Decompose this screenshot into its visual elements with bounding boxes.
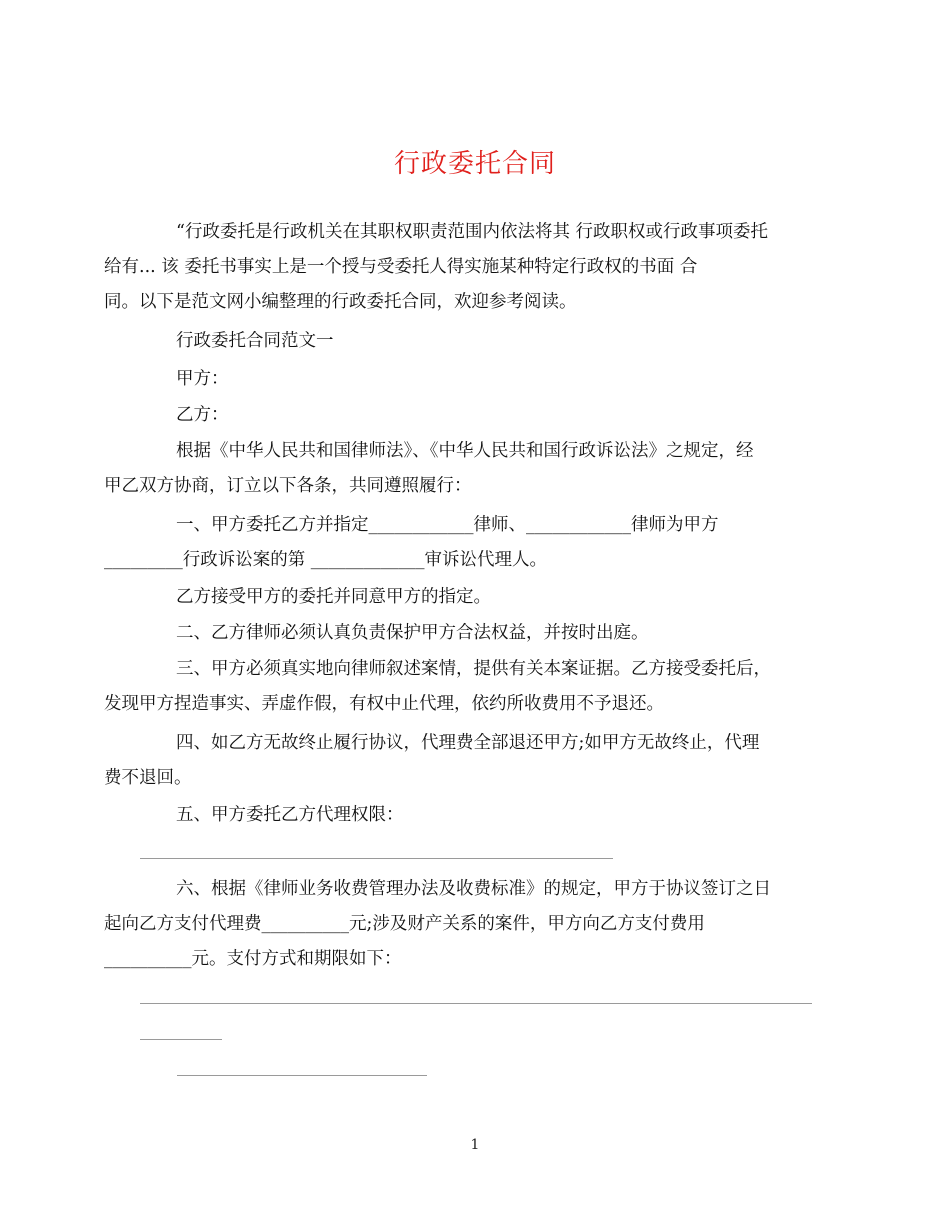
blank-line-authority xyxy=(140,858,613,859)
intro-line-1: “行政委托是行政机关在其职权职责范围内依法将其 行政职权或行政事项委托 xyxy=(176,222,769,242)
clause-3-line-1: 三、甲方必须真实地向律师叙述案情，提供有关本案证据。乙方接受委托后， xyxy=(176,659,771,679)
intro-paragraph xyxy=(104,215,812,320)
clause-3 xyxy=(104,652,812,722)
clause-1-line-1: 一、甲方委托乙方并指定____________律师、____________律师为甲方 xyxy=(176,515,719,535)
clause-5: 五、甲方委托乙方代理权限： xyxy=(176,805,404,825)
intro-line-3: 同。以下是范文网小编整理的行政委托合同，欢迎参考阅读。 xyxy=(104,292,577,312)
basis-paragraph xyxy=(104,434,812,504)
sample-heading: 行政委托合同范文一 xyxy=(176,331,334,351)
clause-1-line-2: _________行政诉讼案的第 _____________审诉讼代理人。 xyxy=(104,550,548,570)
clause-6-line-3: __________元。支付方式和期限如下： xyxy=(104,949,402,969)
acceptance-statement: 乙方接受甲方的委托并同意甲方的指定。 xyxy=(176,587,491,607)
clause-1 xyxy=(104,508,812,578)
clause-4-line-2: 费不退回。 xyxy=(104,768,192,788)
clause-6-line-2: 起向乙方支付代理费__________元;涉及财产关系的案件，甲方向乙方支付费用 xyxy=(104,914,705,934)
clause-2: 二、乙方律师必须认真负责保护甲方合法权益，并按时出庭。 xyxy=(176,623,649,643)
basis-line-1: 根据《中华人民共和国律师法》、《中华人民共和国行政诉讼法》之规定，经 xyxy=(176,441,754,461)
document-title: 行政委托合同 xyxy=(393,149,556,179)
blank-line-payment-3 xyxy=(177,1075,427,1076)
blank-line-payment-2 xyxy=(140,1039,222,1040)
party-b-label: 乙方： xyxy=(176,405,229,425)
clause-4 xyxy=(104,726,812,796)
clause-6 xyxy=(104,872,812,977)
intro-line-2: 给有... 该 委托书事实上是一个授与受委托人得实施某种特定行政权的书面 合 xyxy=(104,257,698,277)
basis-line-2: 甲乙双方协商，订立以下各条，共同遵照履行： xyxy=(104,476,472,496)
page-number: 1 xyxy=(470,1137,480,1153)
clause-4-line-1: 四、如乙方无故终止履行协议，代理费全部退还甲方;如甲方无故终止，代理 xyxy=(176,733,760,753)
clause-3-line-2: 发现甲方捏造事实、弄虚作假，有权中止代理，依约所收费用不予退还。 xyxy=(104,694,664,714)
blank-line-payment-1 xyxy=(140,1003,812,1004)
clause-6-line-1: 六、根据《律师业务收费管理办法及收费标准》的规定，甲方于协议签订之日 xyxy=(176,879,771,899)
party-a-label: 甲方： xyxy=(176,369,229,389)
